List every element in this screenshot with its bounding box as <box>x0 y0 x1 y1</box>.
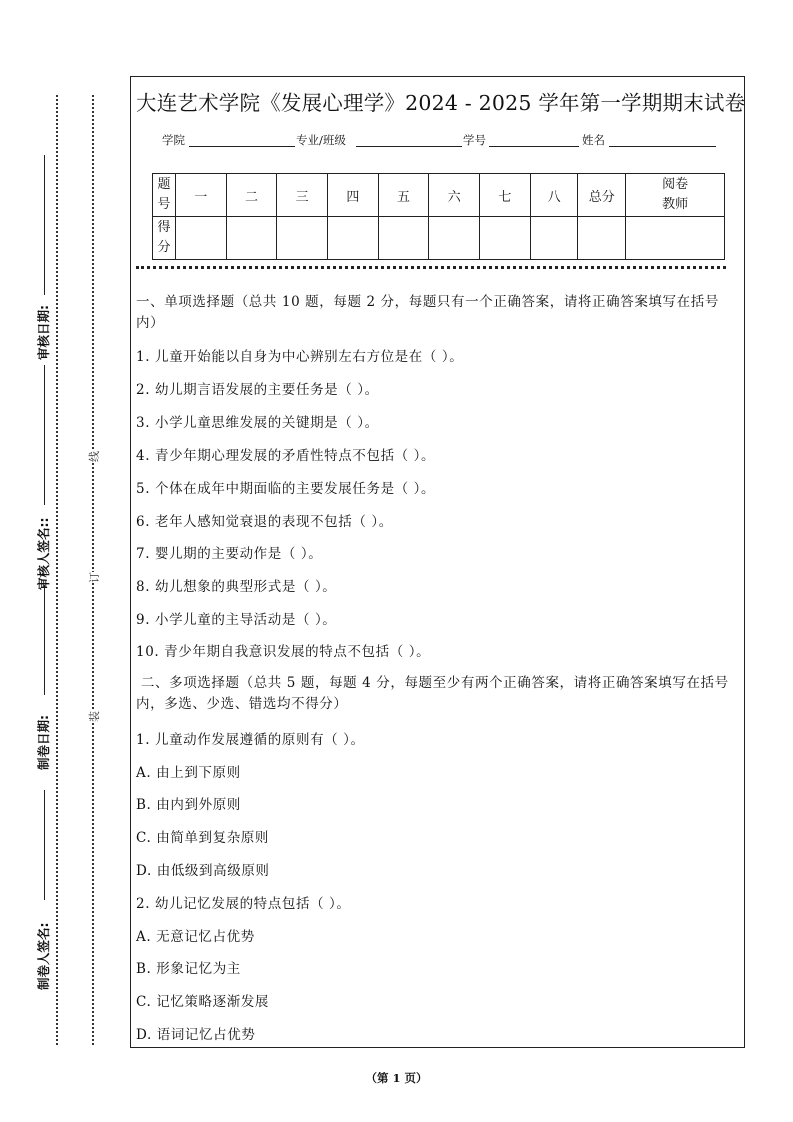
option: A. 无意记忆占优势 <box>136 929 255 945</box>
option: C. 由简单到复杂原则 <box>136 830 270 846</box>
row-label-question-number: 题号 <box>153 174 176 217</box>
score-cell[interactable] <box>626 217 725 260</box>
binding-mark-ding: 订 <box>88 572 101 583</box>
section1-heading: 一、单项选择题（总共 10 题，每题 2 分，每题只有一个正确答案，请将正确答案填写在括号内） <box>136 294 719 331</box>
divider <box>136 266 726 269</box>
table-row <box>153 174 725 217</box>
question: 1. 儿童开始能以自身为中心辨别左右方位是在（ ）。 <box>136 349 464 365</box>
binding-dotted-line <box>92 95 94 1045</box>
question: 2. 幼儿记忆发展的特点包括（ ）。 <box>136 896 351 912</box>
score-cell[interactable] <box>277 217 328 260</box>
signature-line <box>44 155 45 295</box>
score-cell[interactable] <box>480 217 531 260</box>
option: B. 由内到外原则 <box>136 797 241 813</box>
binding-dotted-line <box>56 95 58 1045</box>
exam-title: 大连艺术学院《发展心理学》2024 - 2025 学年第一学期期末试卷 <box>136 91 746 115</box>
signature-line <box>44 585 45 695</box>
question: 2. 幼儿期言语发展的主要任务是（ ）。 <box>136 382 379 398</box>
question: 1. 儿童动作发展遵循的原则有（ ）。 <box>136 732 365 748</box>
score-cell[interactable] <box>378 217 429 260</box>
field-college-input[interactable] <box>189 146 295 147</box>
option: C. 记忆策略逐渐发展 <box>136 994 270 1010</box>
column-header: 五 <box>378 174 429 217</box>
column-header: 总分 <box>578 174 626 217</box>
option: B. 形象记忆为主 <box>136 961 241 977</box>
page-number: （第 1 页） <box>365 1071 428 1085</box>
score-cell[interactable] <box>226 217 277 260</box>
score-cell[interactable] <box>429 217 480 260</box>
question: 5. 个体在成年中期面临的主要发展任务是（ ）。 <box>136 481 436 497</box>
question: 3. 小学儿童思维发展的关键期是（ ）。 <box>136 415 379 431</box>
column-header: 四 <box>327 174 378 217</box>
question: 6. 老年人感知觉衰退的表现不包括（ ）。 <box>136 514 393 530</box>
signature-line <box>44 790 45 900</box>
margin-label-preparer: 制卷人签名: <box>36 922 51 990</box>
column-header: 二 <box>226 174 277 217</box>
binding-mark-zhuang: 装 <box>88 711 101 722</box>
score-cell[interactable] <box>175 217 226 260</box>
column-header: 三 <box>277 174 328 217</box>
section2-heading: 二、多项选择题（总共 5 题，每题 4 分，每题至少有两个正确答案，请将正确答案填写在括号内，多选、少选、错选均不得分） <box>136 675 729 712</box>
column-header: 七 <box>480 174 531 217</box>
field-label-major-class: 专业/班级 <box>296 133 346 147</box>
field-major-class-input[interactable] <box>356 146 462 147</box>
score-cell[interactable] <box>327 217 378 260</box>
field-label-name: 姓名 <box>582 133 605 147</box>
binding-mark-xian: 线 <box>88 451 101 462</box>
margin-label-review-date: 审核日期: <box>36 305 51 360</box>
question: 4. 青少年期心理发展的矛盾性特点不包括（ ）。 <box>136 448 436 464</box>
question: 10. 青少年期自我意识发展的特点不包括（ ）。 <box>136 644 431 660</box>
row-label-score: 得分 <box>153 217 176 260</box>
margin-label-prepare-date: 制卷日期: <box>36 715 51 770</box>
score-cell[interactable] <box>578 217 626 260</box>
field-student-id-input[interactable] <box>489 146 579 147</box>
question: 9. 小学儿童的主导活动是（ ）。 <box>136 612 337 628</box>
option: D. 由低级到高级原则 <box>136 863 270 879</box>
field-label-student-id: 学号 <box>463 133 486 147</box>
margin-label-reviewer: 审核人签名:: <box>36 517 51 590</box>
field-label-college: 学院 <box>162 133 185 147</box>
table-row <box>153 217 725 260</box>
question: 8. 幼儿想象的典型形式是（ ）。 <box>136 579 337 595</box>
score-cell[interactable] <box>530 217 578 260</box>
column-header: 八 <box>530 174 578 217</box>
column-header: 一 <box>175 174 226 217</box>
field-name-input[interactable] <box>609 146 716 147</box>
score-table <box>152 173 725 260</box>
option: A. 由上到下原则 <box>136 765 241 781</box>
column-header: 阅卷教师 <box>626 174 725 217</box>
option: D. 语词记忆占优势 <box>136 1027 256 1043</box>
signature-line <box>44 365 45 505</box>
question: 7. 婴儿期的主要动作是（ ）。 <box>136 546 323 562</box>
column-header: 六 <box>429 174 480 217</box>
